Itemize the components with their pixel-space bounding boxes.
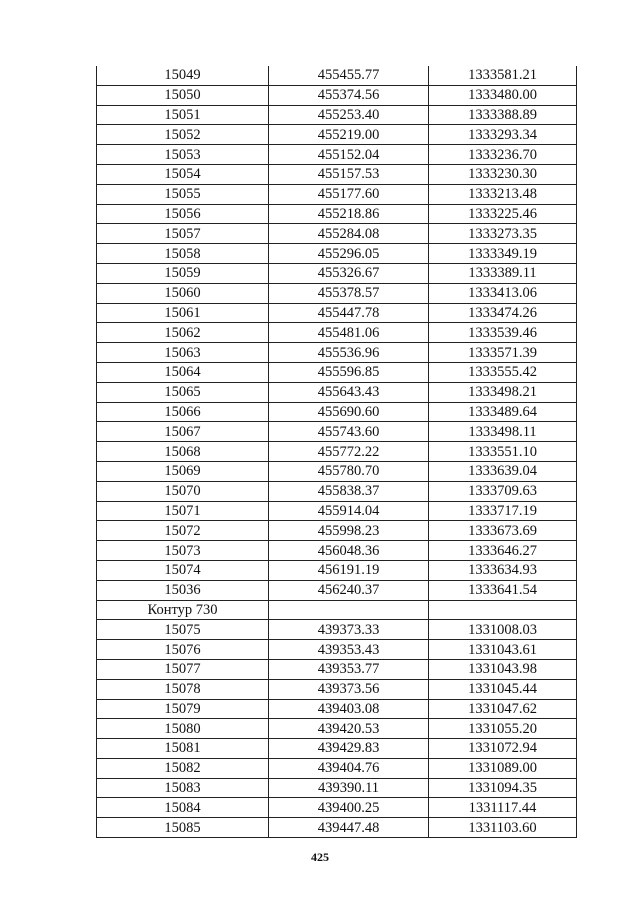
table-row xyxy=(97,303,577,323)
table-row xyxy=(97,521,577,541)
x-coordinate-cell: 455481.06 xyxy=(269,323,429,343)
x-coordinate-cell: 455253.40 xyxy=(269,105,429,125)
point-number-cell: 15077 xyxy=(97,659,269,679)
table-row xyxy=(97,85,577,105)
table-row xyxy=(97,798,577,818)
x-coordinate-cell: 455914.04 xyxy=(269,501,429,521)
table-row xyxy=(97,343,577,363)
coordinates-table xyxy=(96,66,577,838)
y-coordinate-cell: 1331047.62 xyxy=(429,699,577,719)
page-number: 425 xyxy=(311,850,329,864)
x-coordinate-cell: 455374.56 xyxy=(269,85,429,105)
point-number-cell: 15071 xyxy=(97,501,269,521)
x-coordinate-cell: 439390.11 xyxy=(269,778,429,798)
x-coordinate-cell: 455772.22 xyxy=(269,442,429,462)
table-row xyxy=(97,105,577,125)
x-coordinate-cell: 455447.78 xyxy=(269,303,429,323)
y-coordinate-cell: 1333489.64 xyxy=(429,402,577,422)
y-coordinate-cell: 1333551.10 xyxy=(429,442,577,462)
x-coordinate-cell: 439429.83 xyxy=(269,739,429,759)
table-row xyxy=(97,501,577,521)
x-coordinate-cell: 439373.56 xyxy=(269,679,429,699)
y-coordinate-cell: 1333236.70 xyxy=(429,145,577,165)
x-coordinate-cell: 455177.60 xyxy=(269,184,429,204)
table-row xyxy=(97,620,577,640)
x-coordinate-cell: 455536.96 xyxy=(269,343,429,363)
y-coordinate-cell: 1331043.61 xyxy=(429,640,577,660)
y-coordinate-cell: 1331055.20 xyxy=(429,719,577,739)
x-coordinate-cell: 455378.57 xyxy=(269,283,429,303)
y-coordinate-cell: 1333639.04 xyxy=(429,461,577,481)
table-row xyxy=(97,699,577,719)
table-row xyxy=(97,244,577,264)
x-coordinate-cell: 439403.08 xyxy=(269,699,429,719)
table-row xyxy=(97,600,577,620)
table-row xyxy=(97,283,577,303)
point-number-cell: 15054 xyxy=(97,164,269,184)
x-coordinate-cell: 456240.37 xyxy=(269,580,429,600)
y-coordinate-cell: 1333641.54 xyxy=(429,580,577,600)
point-number-cell: 15076 xyxy=(97,640,269,660)
point-number-cell: 15057 xyxy=(97,224,269,244)
x-coordinate-cell: 439400.25 xyxy=(269,798,429,818)
table-row xyxy=(97,382,577,402)
point-number-cell: 15075 xyxy=(97,620,269,640)
x-coordinate-cell: 455780.70 xyxy=(269,461,429,481)
y-coordinate-cell: 1333293.34 xyxy=(429,125,577,145)
table-row xyxy=(97,224,577,244)
y-coordinate-cell: 1333225.46 xyxy=(429,204,577,224)
table-row xyxy=(97,560,577,580)
y-coordinate-cell: 1333474.26 xyxy=(429,303,577,323)
point-number-cell: 15083 xyxy=(97,778,269,798)
x-coordinate-cell: 455838.37 xyxy=(269,481,429,501)
point-number-cell: 15036 xyxy=(97,580,269,600)
table-row xyxy=(97,66,577,85)
point-number-cell: 15056 xyxy=(97,204,269,224)
y-coordinate-cell: 1333349.19 xyxy=(429,244,577,264)
table-row xyxy=(97,164,577,184)
coordinates-table-body xyxy=(97,66,577,838)
y-coordinate-cell: 1333646.27 xyxy=(429,541,577,561)
point-number-cell: 15079 xyxy=(97,699,269,719)
y-coordinate-cell: 1333230.30 xyxy=(429,164,577,184)
point-number-cell: 15069 xyxy=(97,461,269,481)
x-coordinate-cell: 455596.85 xyxy=(269,362,429,382)
y-coordinate-cell: 1331045.44 xyxy=(429,679,577,699)
point-number-cell: 15068 xyxy=(97,442,269,462)
point-number-cell: 15063 xyxy=(97,343,269,363)
table-row xyxy=(97,263,577,283)
y-coordinate-cell: 1333480.00 xyxy=(429,85,577,105)
point-number-cell: Контур 730 xyxy=(97,600,269,620)
point-number-cell: 15066 xyxy=(97,402,269,422)
table-row xyxy=(97,323,577,343)
table-row xyxy=(97,818,577,838)
point-number-cell: 15053 xyxy=(97,145,269,165)
point-number-cell: 15070 xyxy=(97,481,269,501)
table-row xyxy=(97,402,577,422)
table-row xyxy=(97,204,577,224)
y-coordinate-cell: 1333581.21 xyxy=(429,66,577,85)
table-row xyxy=(97,719,577,739)
point-number-cell: 15061 xyxy=(97,303,269,323)
y-coordinate-cell: 1333388.89 xyxy=(429,105,577,125)
y-coordinate-cell: 1331043.98 xyxy=(429,659,577,679)
point-number-cell: 15078 xyxy=(97,679,269,699)
x-coordinate-cell: 439447.48 xyxy=(269,818,429,838)
y-coordinate-cell: 1333498.21 xyxy=(429,382,577,402)
x-coordinate-cell: 456191.19 xyxy=(269,560,429,580)
point-number-cell: 15067 xyxy=(97,422,269,442)
table-row xyxy=(97,481,577,501)
x-coordinate-cell: 455218.86 xyxy=(269,204,429,224)
y-coordinate-cell: 1333555.42 xyxy=(429,362,577,382)
y-coordinate-cell: 1331089.00 xyxy=(429,758,577,778)
point-number-cell: 15055 xyxy=(97,184,269,204)
point-number-cell: 15081 xyxy=(97,739,269,759)
point-number-cell: 15072 xyxy=(97,521,269,541)
x-coordinate-cell: 455284.08 xyxy=(269,224,429,244)
y-coordinate-cell: 1333709.63 xyxy=(429,481,577,501)
x-coordinate-cell: 455743.60 xyxy=(269,422,429,442)
point-number-cell: 15058 xyxy=(97,244,269,264)
x-coordinate-cell: 455690.60 xyxy=(269,402,429,422)
y-coordinate-cell: 1333389.11 xyxy=(429,263,577,283)
y-coordinate-cell: 1331008.03 xyxy=(429,620,577,640)
x-coordinate-cell: 455296.05 xyxy=(269,244,429,264)
table-row xyxy=(97,184,577,204)
y-coordinate-cell: 1333634.93 xyxy=(429,560,577,580)
y-coordinate-cell: 1333498.11 xyxy=(429,422,577,442)
y-coordinate-cell: 1333717.19 xyxy=(429,501,577,521)
x-coordinate-cell xyxy=(269,600,429,620)
table-row xyxy=(97,442,577,462)
y-coordinate-cell xyxy=(429,600,577,620)
point-number-cell: 15073 xyxy=(97,541,269,561)
point-number-cell: 15084 xyxy=(97,798,269,818)
y-coordinate-cell: 1333213.48 xyxy=(429,184,577,204)
point-number-cell: 15059 xyxy=(97,263,269,283)
table-row xyxy=(97,659,577,679)
point-number-cell: 15050 xyxy=(97,85,269,105)
table-row xyxy=(97,739,577,759)
x-coordinate-cell: 455157.53 xyxy=(269,164,429,184)
point-number-cell: 15060 xyxy=(97,283,269,303)
x-coordinate-cell: 439373.33 xyxy=(269,620,429,640)
y-coordinate-cell: 1333413.06 xyxy=(429,283,577,303)
table-row xyxy=(97,145,577,165)
table-row xyxy=(97,422,577,442)
point-number-cell: 15062 xyxy=(97,323,269,343)
x-coordinate-cell: 455219.00 xyxy=(269,125,429,145)
x-coordinate-cell: 455998.23 xyxy=(269,521,429,541)
y-coordinate-cell: 1331094.35 xyxy=(429,778,577,798)
point-number-cell: 15074 xyxy=(97,560,269,580)
y-coordinate-cell: 1333673.69 xyxy=(429,521,577,541)
point-number-cell: 15080 xyxy=(97,719,269,739)
table-row xyxy=(97,640,577,660)
point-number-cell: 15085 xyxy=(97,818,269,838)
point-number-cell: 15082 xyxy=(97,758,269,778)
x-coordinate-cell: 439420.53 xyxy=(269,719,429,739)
x-coordinate-cell: 455326.67 xyxy=(269,263,429,283)
y-coordinate-cell: 1331117.44 xyxy=(429,798,577,818)
table-row xyxy=(97,778,577,798)
table-row xyxy=(97,580,577,600)
x-coordinate-cell: 456048.36 xyxy=(269,541,429,561)
table-row xyxy=(97,362,577,382)
x-coordinate-cell: 455643.43 xyxy=(269,382,429,402)
table-row xyxy=(97,541,577,561)
table-row xyxy=(97,679,577,699)
y-coordinate-cell: 1331103.60 xyxy=(429,818,577,838)
x-coordinate-cell: 455455.77 xyxy=(269,66,429,85)
point-number-cell: 15051 xyxy=(97,105,269,125)
point-number-cell: 15049 xyxy=(97,66,269,85)
table-row xyxy=(97,758,577,778)
point-number-cell: 15065 xyxy=(97,382,269,402)
point-number-cell: 15064 xyxy=(97,362,269,382)
table-row xyxy=(97,461,577,481)
x-coordinate-cell: 439353.77 xyxy=(269,659,429,679)
y-coordinate-cell: 1333539.46 xyxy=(429,323,577,343)
x-coordinate-cell: 439353.43 xyxy=(269,640,429,660)
x-coordinate-cell: 455152.04 xyxy=(269,145,429,165)
y-coordinate-cell: 1331072.94 xyxy=(429,739,577,759)
table-row xyxy=(97,125,577,145)
x-coordinate-cell: 439404.76 xyxy=(269,758,429,778)
y-coordinate-cell: 1333273.35 xyxy=(429,224,577,244)
point-number-cell: 15052 xyxy=(97,125,269,145)
y-coordinate-cell: 1333571.39 xyxy=(429,343,577,363)
